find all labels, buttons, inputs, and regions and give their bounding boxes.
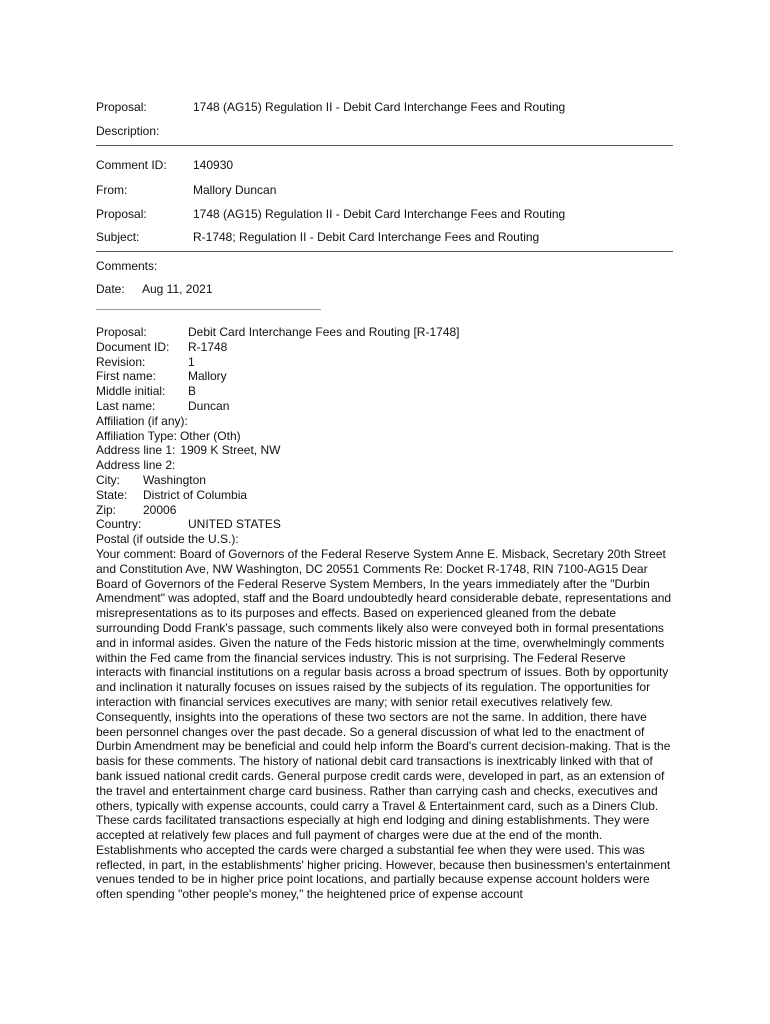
form-first-row <box>96 369 676 384</box>
from-label: From: <box>96 183 128 197</box>
form-affiliation-type-label: Affiliation Type: <box>96 428 177 443</box>
from-value: Mallory Duncan <box>193 183 277 197</box>
form-address1-row <box>96 443 676 458</box>
form-affiliation-type-row <box>96 429 676 444</box>
comment-id-value: 140930 <box>193 158 234 172</box>
form-middle-label: Middle initial: <box>96 384 166 399</box>
form-docid-row <box>96 340 676 355</box>
date-row <box>96 282 213 297</box>
header-proposal-label: Proposal: <box>96 100 147 114</box>
form-city-row <box>96 473 676 488</box>
separator-line <box>96 309 321 310</box>
meta-proposal-row <box>96 207 565 222</box>
form-last-row <box>96 399 676 414</box>
form-affiliation-row <box>96 414 676 429</box>
header-proposal-row <box>96 100 565 115</box>
header-proposal-value: 1748 (AG15) Regulation II - Debit Card Interchange Fees and Routing <box>193 100 566 114</box>
comments-heading <box>96 259 157 274</box>
form-state-label: State: <box>96 487 128 502</box>
form-address1-value: 1909 K Street, NW <box>180 443 281 458</box>
form-docid-label: Document ID: <box>96 339 170 354</box>
form-revision-label: Revision: <box>96 354 146 369</box>
form-country-row <box>96 517 676 532</box>
form-revision-value: 1 <box>188 354 195 369</box>
form-first-label: First name: <box>96 369 157 384</box>
form-zip-label: Zip: <box>96 502 117 517</box>
form-postal-row <box>96 532 676 547</box>
form-city-label: City: <box>96 472 120 487</box>
form-zip-value: 20006 <box>143 502 177 517</box>
form-address2-label: Address line 2: <box>96 458 176 473</box>
subject-label: Subject: <box>96 230 140 244</box>
comments-label: Comments: <box>96 259 158 273</box>
form-affiliation-label: Affiliation (if any): <box>96 413 188 428</box>
date-value: Aug 11, 2021 <box>142 282 213 296</box>
header-description-row <box>96 124 159 139</box>
form-comment <box>96 547 674 902</box>
form-proposal-value: Debit Card Interchange Fees and Routing [R-1748] <box>188 325 460 339</box>
form-last-value: Duncan <box>188 398 230 413</box>
form-last-label: Last name: <box>96 398 156 413</box>
form-address2-row <box>96 458 676 473</box>
subject-row <box>96 230 539 245</box>
form-revision-row <box>96 355 676 370</box>
form-postal-label: Postal (if outside the U.S.): <box>96 532 239 547</box>
form-middle-value: B <box>188 384 197 399</box>
form-address1-label: Address line 1: <box>96 443 176 458</box>
form-state-row <box>96 488 676 503</box>
form-proposal-row <box>96 325 676 340</box>
form-comment-text: Board of Governors of the Federal Reserve System Anne E. Misback, Secretary 20th Street and Constitution Ave, NW Washington, DC 20551 Comments Re: Docket R-1748, RIN 7100-AG15 Dear Board of Governors of the Federal Reserve System Members, In the years immediately after the "Durbin Amendment" was adopted, staff and the Board undoubtedly heard considerable debate, representations and misrepresentations as to its purposes and effects. Based on experienced gleaned from the debate surrounding Dodd Frank's passage, such comments likely also were conveyed both in formal presentations and in informal asides. Given the nature of the Feds historic mission at the time, overwhelmingly comments within the Fed came from the financial services industry. This is not surprising. The Federal Reserve interacts with financial institutions on a regular basis across a broad spectrum of issues. Both by opportunity and inclination it naturally focuses on issues raised by the subjects of its regulation. The opportunities for interaction with financial services executives are many; with senior retail executives relatively few. Consequently, insights into the operations of these two sectors are not the same. In addition, there have been personnel changes over the past decade. So a general discussion of what led to the enactment of Durbin Amendment may be beneficial and could help inform the Board's current decision-making. That is the basis for these comments. The history of national debit card transactions is inextricably linked with that of bank issued national credit cards. General purpose credit cards were, developed in part, as an extension of the travel and entertainment charge card business. Rather than carrying cash and checks, executives and others, typically with expense accounts, could carry a Travel & Entertainment card, such as a Diners Club. These cards facilitated transactions especially at high end lodging and dining establishments. They were accepted at relatively few places and full payment of charges were due at the end of the month. Establishments who accepted the cards were charged a substantial fee when they were used. This was reflected, in part, in the establishments' higher pricing. However, because then businessmen's entertainment venues tended to be in higher price point locations, and partially because expense account holders were often spending "other people's money," the heightened price of expense account <box>96 546 672 902</box>
subject-value: R-1748; Regulation II - Debit Card Interchange Fees and Routing <box>193 230 540 244</box>
comment-id-label: Comment ID: <box>96 158 167 172</box>
from-row <box>96 183 276 198</box>
meta-proposal-label: Proposal: <box>96 207 147 221</box>
comment-form <box>96 325 676 902</box>
form-middle-row <box>96 384 676 399</box>
divider-middle <box>96 251 673 252</box>
date-label: Date: <box>96 282 125 296</box>
form-affiliation-type-value: Other (Oth) <box>179 428 241 443</box>
form-first-value: Mallory <box>188 369 227 384</box>
comment-id-row <box>96 158 233 173</box>
form-comment-label: Your comment: <box>96 546 177 561</box>
form-proposal-label: Proposal: <box>96 325 147 339</box>
form-country-value: UNITED STATES <box>188 517 281 532</box>
form-city-value: Washington <box>143 472 206 487</box>
form-state-value: District of Columbia <box>143 487 248 502</box>
header-description-label: Description: <box>96 124 160 138</box>
meta-proposal-value: 1748 (AG15) Regulation II - Debit Card Interchange Fees and Routing <box>193 207 566 221</box>
form-zip-row <box>96 503 676 518</box>
divider-top <box>96 145 673 146</box>
form-country-label: Country: <box>96 517 142 532</box>
form-docid-value: R-1748 <box>188 339 228 354</box>
